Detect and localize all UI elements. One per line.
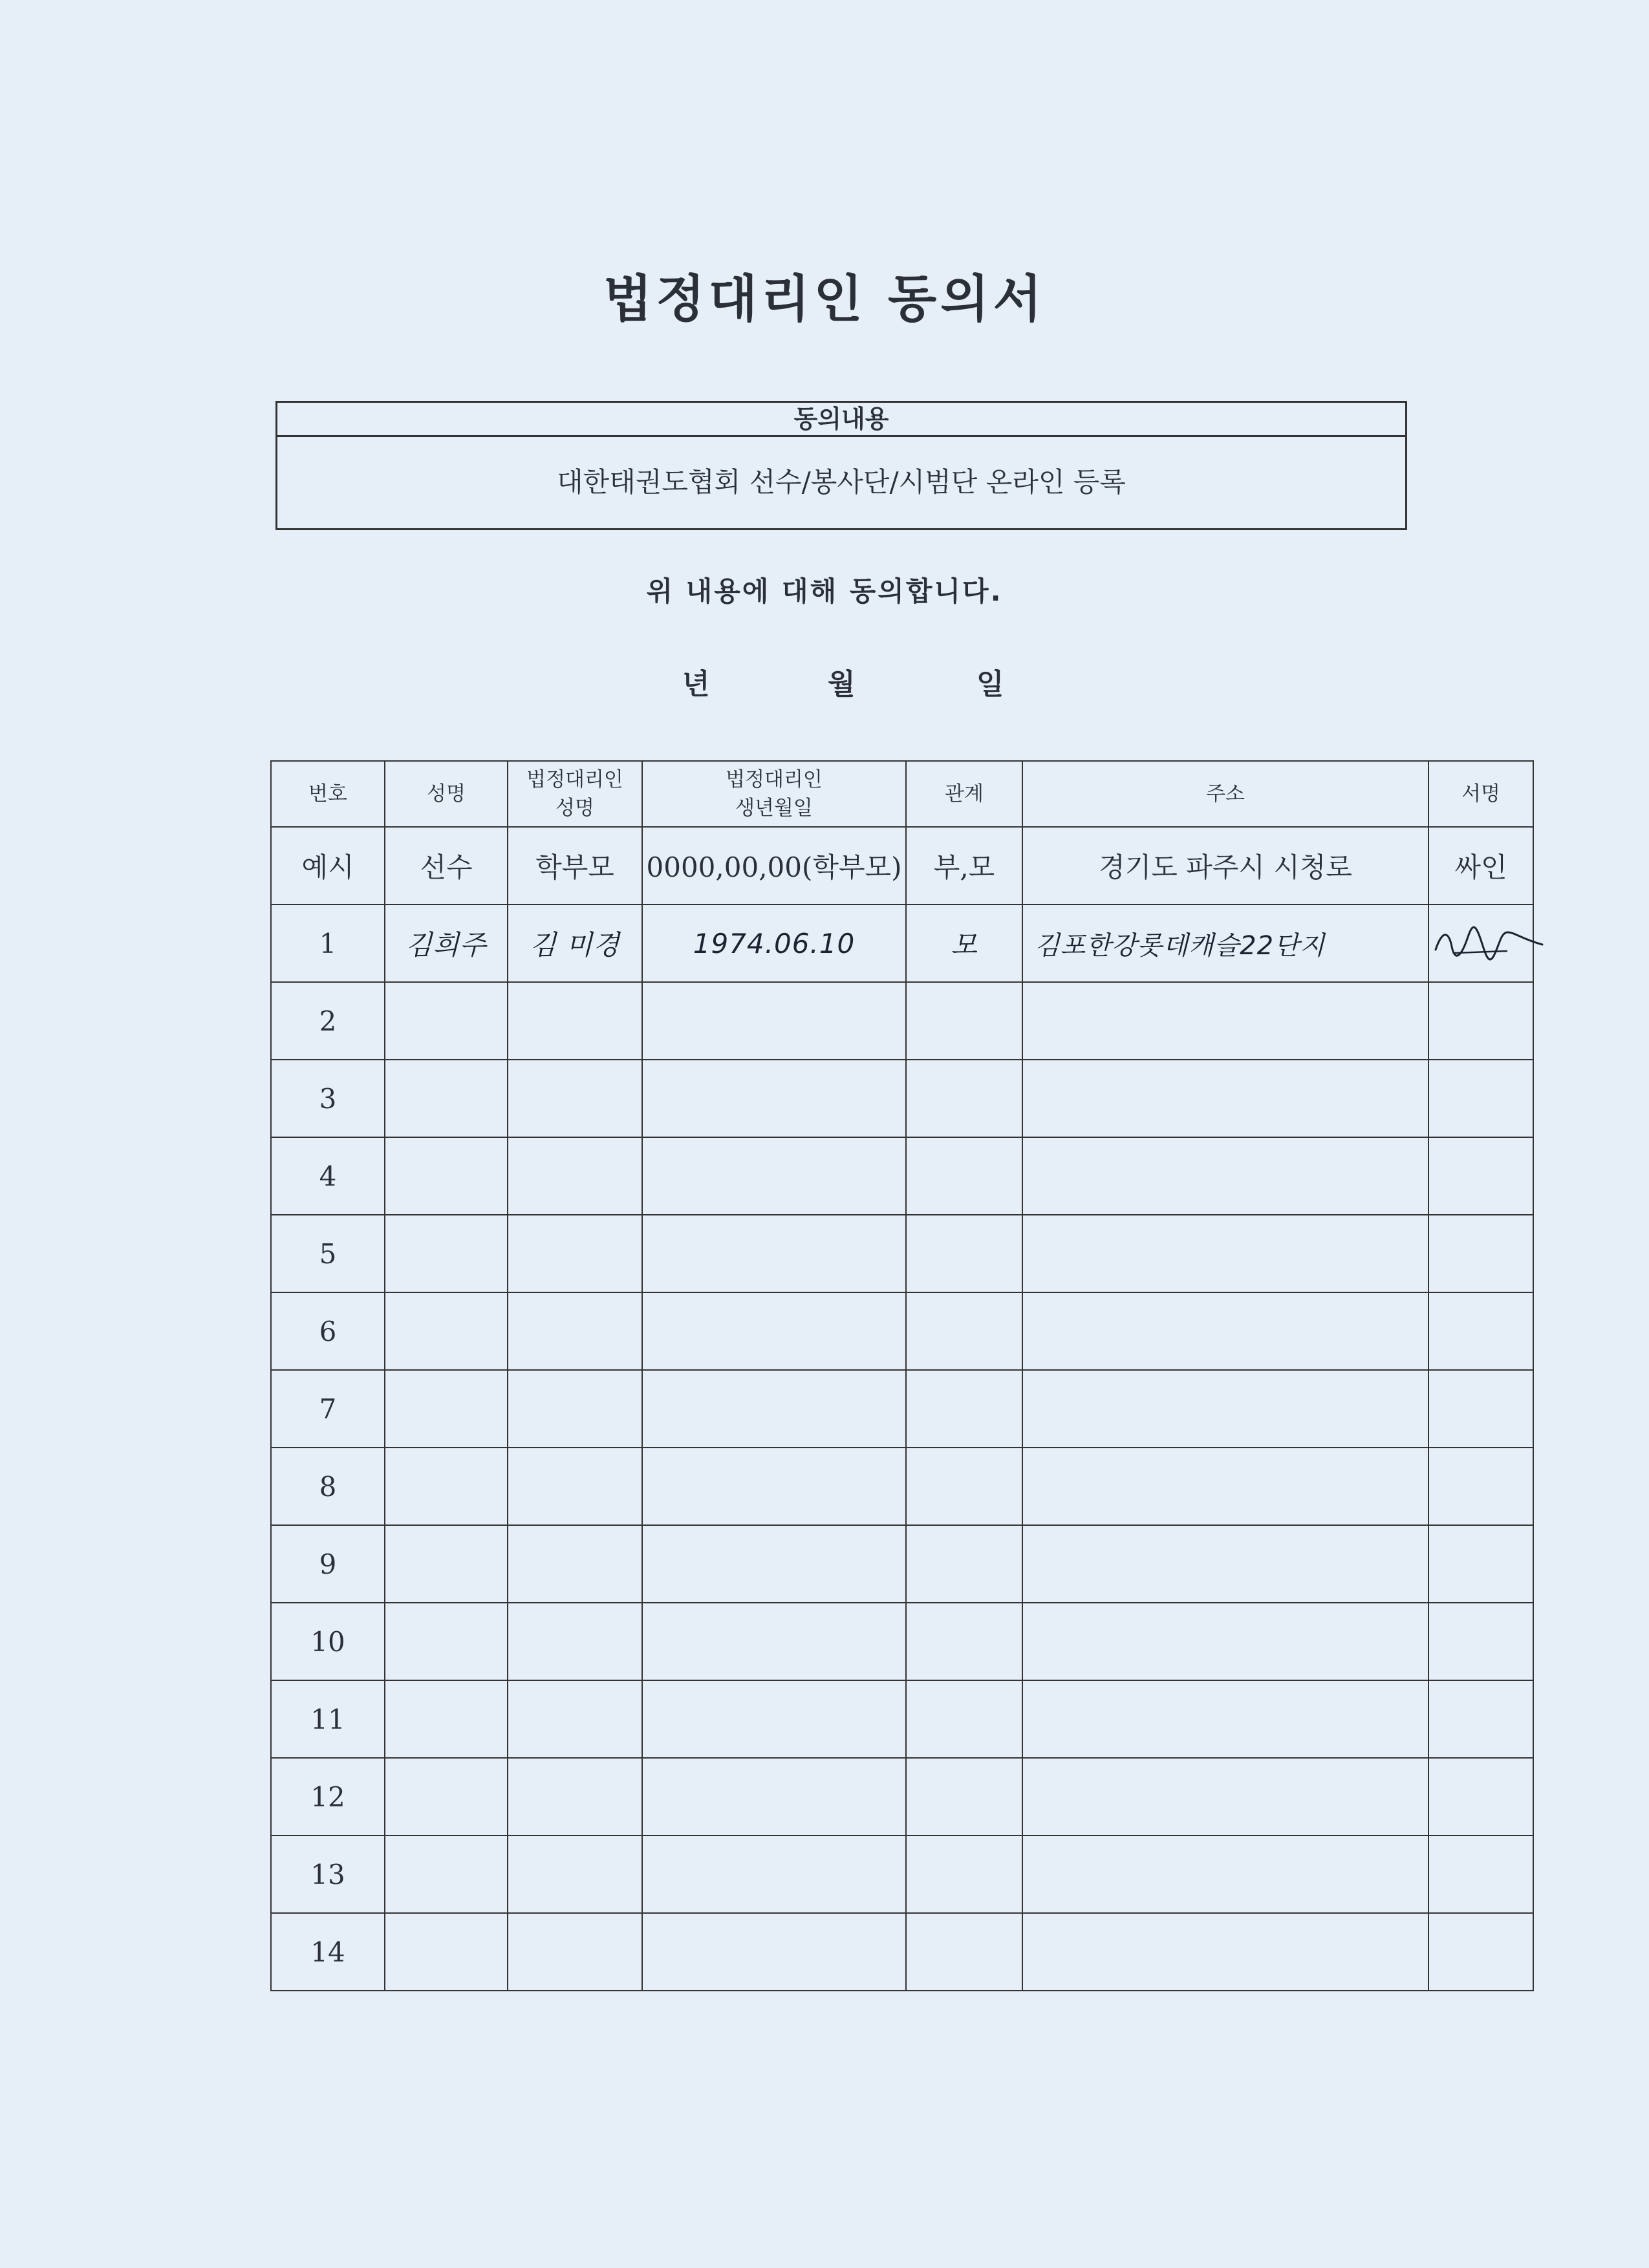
row-guardian-birth [642,1680,906,1758]
row-name [385,1215,508,1292]
row-guardian-birth [642,1370,906,1448]
row-name [385,1370,508,1448]
row-guardian-birth [642,1060,906,1137]
table-header-row [271,761,1533,827]
row-no: 6 [271,1292,385,1370]
example-row [271,827,1533,904]
row-guardian-name [508,982,642,1060]
table-row [271,982,1533,1060]
date-year-label: 년 [682,668,710,701]
row-address [1022,1603,1428,1680]
row-signature [1428,1525,1533,1603]
row-signature [1428,1680,1533,1758]
row-name [385,1603,508,1680]
row-guardian-name [508,1215,642,1292]
example-signature: 싸인 [1428,827,1533,904]
row-guardian-birth [642,1603,906,1680]
row-guardian-birth [642,1137,906,1215]
row-signature [1428,1758,1533,1835]
row-name [385,1137,508,1215]
consent-content-text: 대한태권도협회 선수/봉사단/시범단 온라인 등록 [557,466,1126,498]
example-guardian-birth: 0000,00,00(학부모) [642,827,906,904]
row-relation [906,1525,1022,1603]
row-address [1022,1525,1428,1603]
row-signature [1428,1370,1533,1448]
row-address [1022,1448,1428,1525]
consent-content-box [275,401,1407,530]
row-signature [1428,1448,1533,1525]
table-row [271,1448,1533,1525]
example-no: 예시 [271,827,385,904]
table-row [271,1137,1533,1215]
row-relation [906,1060,1022,1137]
row-signature [1428,1835,1533,1913]
row-relation [906,1215,1022,1292]
row-relation [906,1835,1022,1913]
row-relation [906,1680,1022,1758]
header-guardian-name-line1: 법정대리인 [526,768,623,791]
row-no: 1 [271,904,385,982]
row-guardian-name [508,1137,642,1215]
row-name [385,1835,508,1913]
header-guardian-name [508,761,642,827]
signature-scribble-icon [1429,917,1546,969]
row-no: 13 [271,1835,385,1913]
row-no: 9 [271,1525,385,1603]
header-name: 성명 [385,761,508,827]
table-row [271,904,1533,982]
table-row [271,1215,1533,1292]
consent-content-header: 동의내용 [277,403,1405,437]
row-guardian-birth [642,1758,906,1835]
handwritten-guardian-birth: 1974.06.10 [642,904,906,982]
row-address [1022,1370,1428,1448]
row-guardian-name [508,1758,642,1835]
handwritten-name: 김희주 [385,904,508,982]
row-signature [1428,1060,1533,1137]
row-guardian-name [508,1370,642,1448]
row-guardian-birth [642,1448,906,1525]
row-no: 10 [271,1603,385,1680]
row-guardian-name [508,1292,642,1370]
row-signature [1428,1215,1533,1292]
row-name [385,1758,508,1835]
table-row [271,1758,1533,1835]
handwritten-relation: 모 [906,904,1022,982]
guardian-table [270,760,1534,1991]
row-relation [906,1603,1022,1680]
row-address [1022,1292,1428,1370]
header-guardian-name-line2: 성명 [555,797,594,820]
agreement-statement: 위 내용에 대해 동의합니다. [646,575,1003,607]
handwritten-guardian-name: 김 미경 [508,904,642,982]
page-title: 법정대리인 동의서 [603,270,1046,328]
row-no: 3 [271,1060,385,1137]
row-no: 4 [271,1137,385,1215]
row-name [385,1525,508,1603]
row-guardian-name [508,1060,642,1137]
row-name [385,1913,508,1991]
row-guardian-name [508,1603,642,1680]
header-guardian-birth [642,761,906,827]
table-row [271,1292,1533,1370]
row-guardian-birth [642,1215,906,1292]
row-address [1022,1060,1428,1137]
row-guardian-birth [642,982,906,1060]
row-relation [906,1448,1022,1525]
date-month-label: 월 [828,668,856,701]
row-no: 8 [271,1448,385,1525]
row-no: 11 [271,1680,385,1758]
table-row [271,1060,1533,1137]
row-name [385,1060,508,1137]
row-no: 14 [271,1913,385,1991]
row-address [1022,1835,1428,1913]
header-relation: 관계 [906,761,1022,827]
row-relation [906,1292,1022,1370]
row-address [1022,982,1428,1060]
table-row [271,1603,1533,1680]
row-no: 12 [271,1758,385,1835]
row-name [385,1680,508,1758]
example-relation: 부,모 [906,827,1022,904]
table-row [271,1680,1533,1758]
row-guardian-name [508,1680,642,1758]
row-guardian-birth [642,1292,906,1370]
row-guardian-birth [642,1913,906,1991]
row-relation [906,1758,1022,1835]
row-address [1022,1680,1428,1758]
example-name: 선수 [385,827,508,904]
row-guardian-birth [642,1835,906,1913]
row-guardian-name [508,1448,642,1525]
row-name [385,1448,508,1525]
row-address [1022,1137,1428,1215]
row-relation [906,1913,1022,1991]
table-row [271,1835,1533,1913]
row-relation [906,1370,1022,1448]
row-guardian-name [508,1525,642,1603]
row-relation [906,982,1022,1060]
handwritten-signature [1428,904,1533,982]
row-signature [1428,982,1533,1060]
row-no: 5 [271,1215,385,1292]
header-guardian-birth-line2: 생년월일 [735,797,813,820]
row-name [385,982,508,1060]
header-signature: 서명 [1428,761,1533,827]
example-guardian-name: 학부모 [508,827,642,904]
row-signature [1428,1292,1533,1370]
row-signature [1428,1137,1533,1215]
row-no: 7 [271,1370,385,1448]
row-address [1022,1913,1428,1991]
row-guardian-name [508,1835,642,1913]
example-address: 경기도 파주시 시청로 [1022,827,1428,904]
table-row [271,1370,1533,1448]
row-no: 2 [271,982,385,1060]
header-guardian-birth-line1: 법정대리인 [726,768,823,791]
row-address [1022,1215,1428,1292]
row-guardian-birth [642,1525,906,1603]
row-relation [906,1137,1022,1215]
table-row [271,1525,1533,1603]
header-no: 번호 [271,761,385,827]
row-signature [1428,1603,1533,1680]
row-guardian-name [508,1913,642,1991]
header-address: 주소 [1022,761,1428,827]
row-signature [1428,1913,1533,1991]
row-name [385,1292,508,1370]
table-row [271,1913,1533,1991]
row-address [1022,1758,1428,1835]
handwritten-address: 김포한강롯데캐슬22단지 [1022,904,1428,982]
date-day-label: 일 [976,668,1004,701]
